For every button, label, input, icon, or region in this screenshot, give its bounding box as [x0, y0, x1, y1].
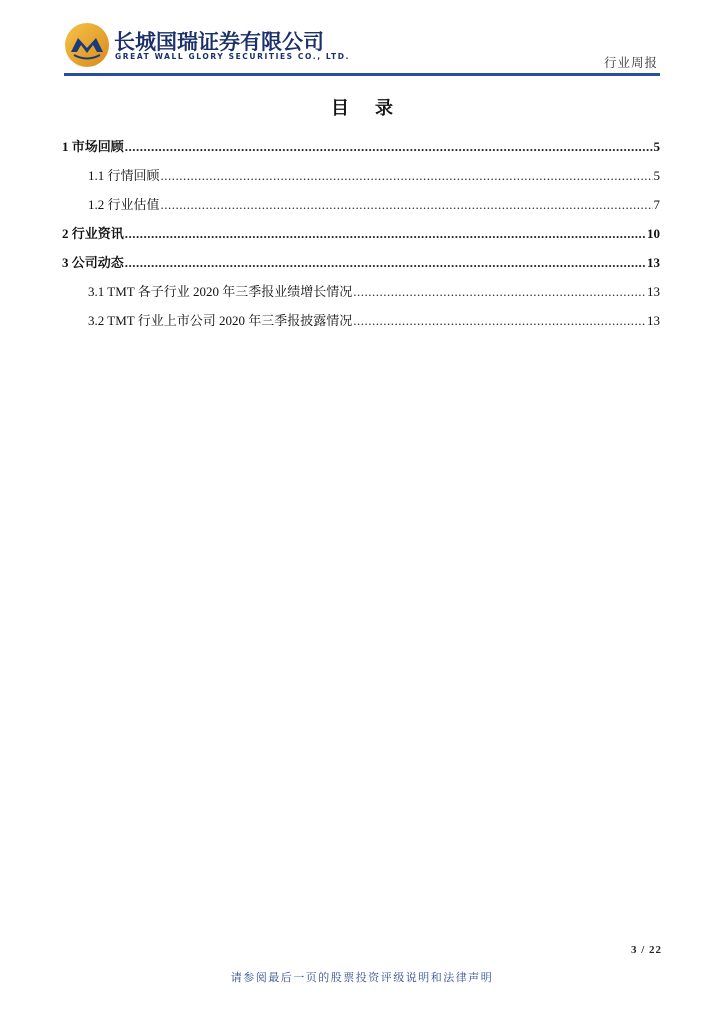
- table-of-contents: [62, 137, 660, 340]
- toc-dot-leader: [125, 137, 653, 157]
- toc-entry-page: 7: [653, 197, 660, 212]
- toc-entry-page: 13: [647, 313, 660, 328]
- toc-dot-leader: [125, 224, 646, 244]
- toc-dot-leader: [161, 195, 653, 215]
- company-logo-icon: [64, 22, 110, 68]
- toc-entry-page: 5: [653, 168, 660, 183]
- toc-entry[interactable]: [62, 253, 660, 282]
- toc-entry-page: 13: [647, 284, 660, 299]
- footer-disclaimer: 请参阅最后一页的股票投资评级说明和法律声明: [230, 971, 494, 984]
- toc-entry[interactable]: [62, 137, 660, 166]
- toc-entry-label: 3 公司动态: [62, 255, 124, 270]
- company-name-cn: 长城国瑞证券有限公司: [114, 30, 324, 54]
- toc-entry[interactable]: [62, 224, 660, 253]
- toc-entry-label: 1.1 行情回顾: [88, 168, 160, 183]
- toc-entry[interactable]: [62, 195, 660, 224]
- toc-entry-label: 3.1 TMT 各子行业 2020 年三季报业绩增长情况: [88, 284, 353, 299]
- page-header: [0, 0, 724, 80]
- toc-entry-page: 5: [653, 139, 660, 154]
- toc-entry-label: 2 行业资讯: [62, 226, 124, 241]
- report-type: 行业周报: [603, 55, 658, 70]
- company-name-en: GREAT WALL GLORY SECURITIES CO., LTD.: [115, 52, 351, 61]
- toc-entry-page: 10: [647, 226, 660, 241]
- toc-entry[interactable]: [62, 282, 660, 311]
- page-indicator: 3 / 22: [630, 944, 662, 956]
- toc-dot-leader: [125, 253, 646, 273]
- toc-dot-leader: [353, 282, 646, 302]
- toc-entry[interactable]: [62, 166, 660, 195]
- header-divider: [64, 73, 660, 76]
- toc-entry-label: 1 市场回顾: [62, 139, 124, 154]
- toc-entry-label: 3.2 TMT 行业上市公司 2020 年三季报披露情况: [88, 313, 353, 328]
- toc-dot-leader: [161, 166, 653, 186]
- toc-dot-leader: [353, 311, 646, 331]
- toc-entry-label: 1.2 行业估值: [88, 197, 160, 212]
- toc-title: 目录: [331, 98, 419, 119]
- toc-entry[interactable]: [62, 311, 660, 340]
- toc-entry-page: 13: [647, 255, 660, 270]
